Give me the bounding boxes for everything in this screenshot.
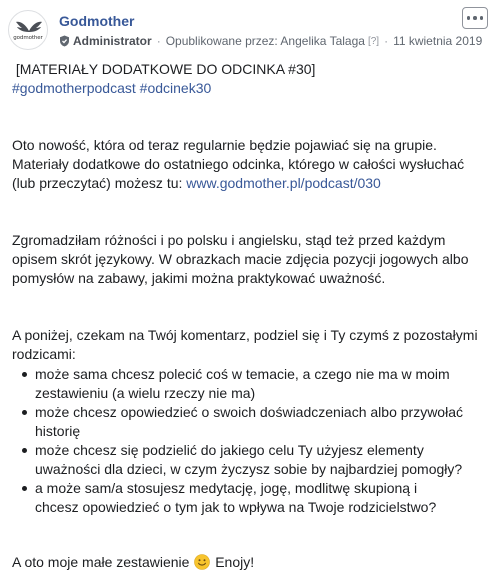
- published-by[interactable]: Opublikowane przez: Angelika Talaga: [165, 34, 365, 48]
- list-item: może chcesz się podzielić do jakiego celu Ty użyjesz elementy uważności dla dzieci, w czym życzysz sobie by najbardziej pomogły?: [35, 441, 480, 479]
- list-item: może chcesz opowiedzieć o swoich doświadczeniach albo przywołać historię: [35, 403, 480, 441]
- paragraph-description: Zgromadziłam różności i po polsku i angielsku, stąd też przed każdym opisem skrót językowy. W obrazkach macie zdjęcia pozycji jogowych albo pomysłów na zabawy, jakimi można praktykować uważność.: [12, 232, 469, 286]
- avatar[interactable]: [8, 10, 48, 50]
- list-item: a może sam/a stosujesz medytację, jogę, modlitwę skupioną i chcesz opowiedzieć o tym jak to wpływa na Twoje rodzicielstwo?: [35, 479, 480, 517]
- admin-shield-icon: [59, 35, 70, 47]
- hashtags: [12, 79, 480, 98]
- role-badge: Administrator: [73, 34, 152, 48]
- bullet-list: [12, 365, 480, 517]
- more-options-button[interactable]: [462, 7, 488, 29]
- podcast-link[interactable]: www.godmother.pl/podcast/030: [186, 175, 381, 191]
- hashtag-odcinek30[interactable]: #odcinek30: [139, 80, 212, 96]
- post-title-line: [MATERIAŁY DODATKOWE DO ODCINKA #30]: [12, 61, 316, 77]
- ellipsis-icon: [467, 16, 471, 20]
- post-date[interactable]: 11 kwietnia 2019: [393, 34, 483, 48]
- list-item: może sama chcesz polecić coś w temacie, a czego nie ma w moim zestawieniu (a wielu rzeczy nie ma): [35, 365, 480, 403]
- paragraph-intro: Oto nowość, która od teraz regularnie będzie pojawiać się na grupie. Materiały dodatkowe do ostatniego odcinka, którego w całości wysłuchać (lub przeczytać) możesz tu: www.godmother.pl/podcast/030: [12, 137, 465, 191]
- help-link[interactable]: [?]: [367, 35, 380, 47]
- author-name[interactable]: Godmother: [59, 13, 135, 29]
- closing-line: A oto moje małe zestawienie Enojy!: [12, 553, 480, 575]
- smiley-emoji-icon: [194, 554, 210, 575]
- wings-logo-icon: [9, 11, 48, 50]
- meta-separator: ·: [156, 34, 161, 48]
- hashtag-godmotherpodcast[interactable]: #godmotherpodcast: [12, 80, 136, 96]
- paragraph-invite: A poniżej, czekam na Twój komentarz, podziel się i Ty czymś z pozostałymi rodzicami:: [12, 327, 478, 362]
- meta-separator-2: ·: [384, 34, 389, 48]
- post-meta: [59, 34, 482, 48]
- post-body: [12, 60, 480, 575]
- avatar-logo-text: godmother: [13, 35, 43, 41]
